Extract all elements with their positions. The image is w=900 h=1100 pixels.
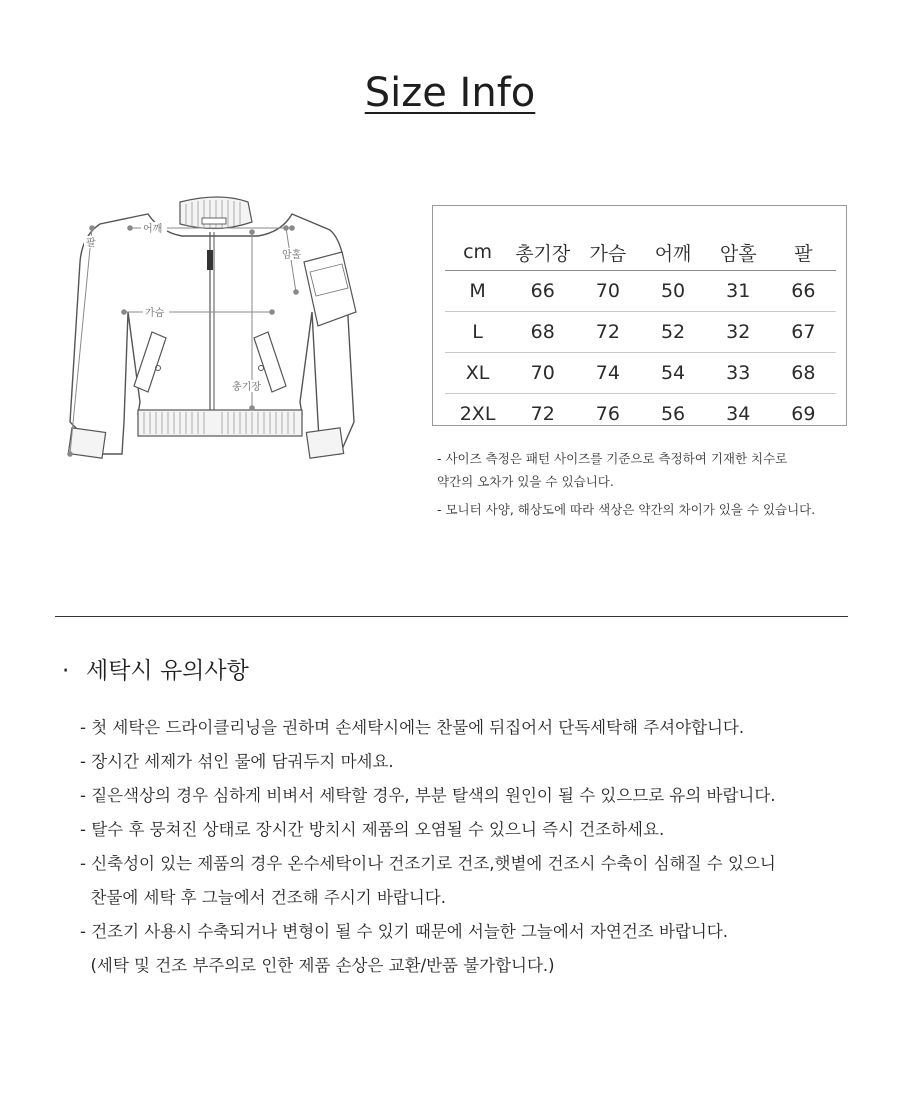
size-table: [445, 234, 836, 434]
collar-tag: [202, 218, 226, 224]
table-row: [445, 394, 836, 435]
table-cell: 70: [575, 271, 640, 312]
care-section-title: [62, 655, 249, 687]
table-cell: M: [445, 271, 510, 312]
table-cell: 33: [706, 353, 771, 394]
header-sleeve: 팔: [771, 234, 836, 271]
table-cell: XL: [445, 353, 510, 394]
table-cell: 50: [640, 271, 705, 312]
header-chest: 가슴: [575, 234, 640, 271]
size-table-header-row: [445, 234, 836, 271]
label-armhole: 암홀: [282, 250, 302, 261]
page-title: Size Info: [364, 70, 536, 116]
table-cell: 34: [726, 403, 751, 425]
zipper-pull: [207, 250, 213, 270]
note-monitor: - 모니터 사양, 해상도에 따라 색상은 약간의 차이가 있을 수 있습니다.: [437, 502, 816, 517]
list-item: - 짙은색상의 경우 심하게 비벼서 세탁할 경우, 부분 탈색의 원인이 될 수 있으므로 유의 바랍니다.: [80, 786, 776, 805]
label-length: 총기장: [232, 382, 261, 393]
bullet-dot: ·: [62, 658, 70, 684]
table-cell: 2XL: [459, 403, 496, 425]
table-cell: 32: [706, 312, 771, 353]
list-item: - 신축성이 있는 제품의 경우 온수세탁이나 건조기로 건조,햇볕에 건조시 수축이 심해질 수 있으니: [80, 854, 776, 873]
header-armhole: 암홀: [706, 234, 771, 271]
label-shoulder: 어깨: [143, 224, 163, 235]
table-cell: 67: [771, 312, 836, 353]
table-cell: 56: [660, 403, 686, 425]
hem-rib: [138, 410, 302, 436]
table-row: [445, 312, 836, 353]
list-item: - 장시간 세제가 섞인 물에 담궈두지 마세요.: [80, 752, 394, 771]
table-row: [445, 271, 836, 312]
list-item: - 탈수 후 뭉쳐진 상태로 장시간 방치시 제품의 오염될 수 있으니 즉시 건조하세요.: [80, 820, 665, 839]
table-cell: 69: [791, 403, 816, 425]
section-divider: [55, 616, 848, 617]
table-cell: 68: [771, 353, 836, 394]
care-instructions-list: [80, 711, 870, 983]
table-cell: L: [445, 312, 510, 353]
table-cell: 66: [771, 271, 836, 312]
left-cuff: [68, 428, 105, 458]
size-notes: [437, 447, 857, 526]
list-item: - 첫 세탁은 드라이클리닝을 권하며 손세탁시에는 찬물에 뒤집어서 단독세탁해 주셔야합니다.: [80, 718, 745, 737]
header-shoulder: 어깨: [640, 234, 705, 271]
table-cell: 70: [510, 353, 575, 394]
header-length: 총기장: [510, 234, 575, 271]
table-cell: 72: [530, 403, 555, 425]
right-cuff: [306, 428, 343, 458]
size-table-box: [432, 205, 847, 426]
table-cell: 54: [640, 353, 705, 394]
list-item: (세탁 및 건조 부주의로 인한 제품 손상은 교환/반품 불가합니다.): [80, 956, 555, 975]
table-cell: 68: [510, 312, 575, 353]
list-item: - 건조기 사용시 수축되거나 변형이 될 수 있기 때문에 서늘한 그늘에서 자연건조 바랍니다.: [80, 922, 728, 941]
table-cell: 74: [575, 353, 640, 394]
care-title-text: 세탁시 유의사항: [86, 658, 249, 684]
table-row: [445, 353, 836, 394]
label-chest: 가슴: [145, 308, 165, 319]
table-cell: 72: [575, 312, 640, 353]
label-sleeve: 팔: [86, 238, 96, 249]
table-cell: 76: [595, 403, 620, 425]
header-unit: cm: [445, 234, 510, 271]
table-cell: 31: [706, 271, 771, 312]
note-measurement: - 사이즈 측정은 패턴 사이즈를 기준으로 측정하여 기재한 치수로 약간의 오차가 있을 수 있습니다.: [437, 451, 788, 489]
list-item: 찬물에 세탁 후 그늘에서 건조해 주시기 바랍니다.: [80, 888, 446, 907]
jacket-measurement-diagram: [52, 192, 368, 468]
table-cell: 66: [510, 271, 575, 312]
table-cell: 52: [640, 312, 705, 353]
